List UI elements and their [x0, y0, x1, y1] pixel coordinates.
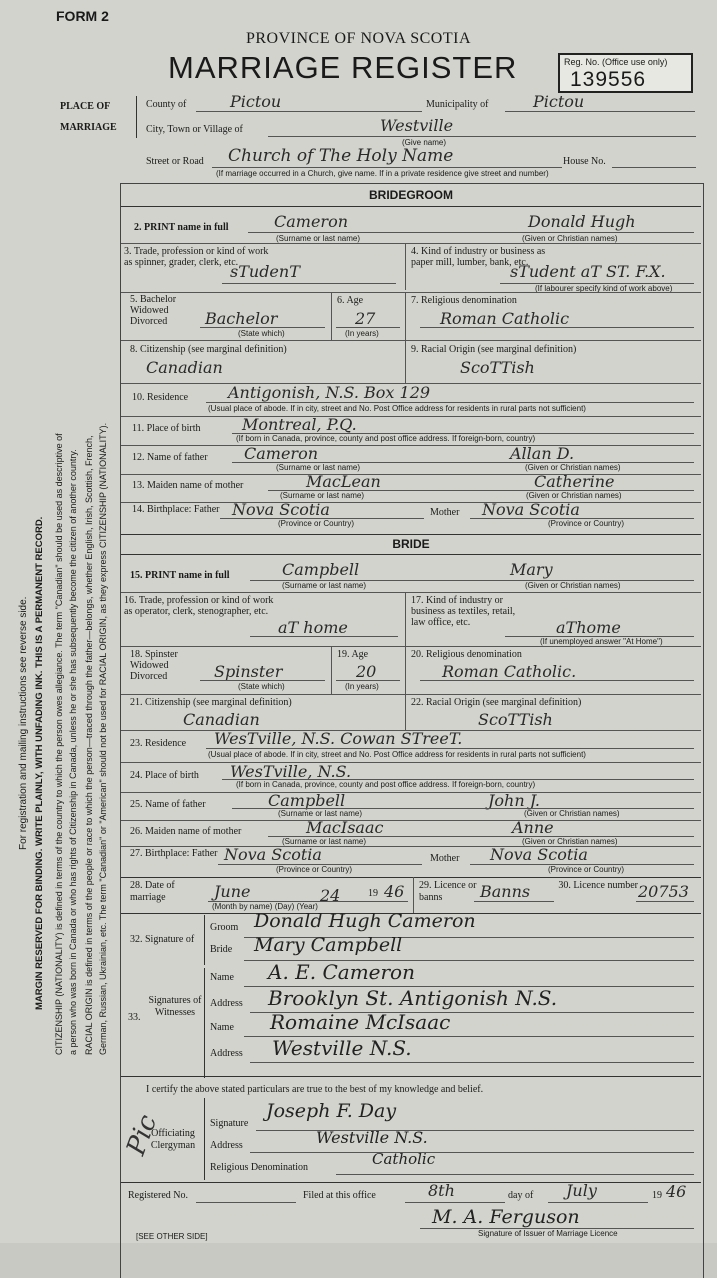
mother-surname-note: (Surname or last name): [280, 491, 365, 500]
binding-margin: [0, 0, 117, 1243]
bride-signature: Mary Campbell: [254, 934, 403, 956]
bride-father-given: John J.: [488, 791, 540, 810]
municipality-label: Municipality of: [426, 99, 489, 110]
residence-note: (Usual place of abode. If in city, street and No. Post Office address for residents in rural parts not sufficient): [208, 404, 586, 413]
f13-label: 13. Maiden name of mother: [132, 480, 244, 491]
f4-label: 4. Kind of industry or business as paper mill, lumber, bank, etc.: [411, 246, 546, 268]
licence-number: 20753: [638, 882, 689, 901]
certify-statement: I certify the above stated particulars are true to the best of my knowledge and belief.: [146, 1084, 484, 1095]
f10-label: 10. Residence: [132, 392, 189, 403]
f6-label: 6. Age: [337, 295, 364, 306]
licence-type: Banns: [480, 882, 531, 901]
bride-father-surname: Campbell: [268, 791, 346, 810]
margin-racial-def-2: German, Russian, Ukrainian, etc. The term "Canadian" or "American" should not be used for RACIAL ORIGIN, as they express CITIZENSHIP (NATIONALITY).: [98, 422, 108, 1055]
f27-label: 27. Birthplace: Father: [130, 848, 218, 859]
groom-age: 27: [355, 309, 376, 328]
bride-citizenship: Canadian: [183, 710, 260, 729]
groom-father-birth: Nova Scotia: [232, 500, 330, 519]
bride-heading: BRIDE: [392, 537, 430, 551]
f17-label: 17. Kind of industry or business as textiles, retail, law office, etc.: [411, 595, 516, 628]
groom-residence: Antigonish, N.S. Box 129: [228, 383, 431, 402]
given-note: (Given or Christian names): [522, 234, 618, 243]
f25-label: 25. Name of father: [130, 799, 206, 810]
groom-industry: sTudent aT ST. F.X.: [510, 262, 666, 281]
birthplace-note: (If born in Canada, province, county and post office address. If foreign-born, country): [236, 434, 536, 443]
bride-mother-given-note: (Given or Christian names): [522, 837, 618, 846]
house-label: House No.: [563, 156, 606, 167]
f19-label: 19. Age: [337, 649, 369, 660]
f14-label: 14. Birthplace: Father: [132, 504, 220, 515]
w2-address-label: Address: [210, 1048, 243, 1059]
city-label: City, Town or Village of: [146, 124, 243, 135]
f32-label: 32. Signature of: [130, 934, 195, 945]
municipality-value: Pictou: [533, 92, 585, 111]
page-title: MARRIAGE REGISTER: [168, 50, 518, 85]
groom-father-surname: Cameron: [244, 444, 319, 463]
mother-given-note: (Given or Christian names): [526, 491, 622, 500]
f24-label: 24. Place of birth: [130, 770, 199, 781]
father-given-note: (Given or Christian names): [525, 463, 621, 472]
marriage-year: 46: [384, 882, 405, 901]
bride-father-birth-note: (Province or Country): [276, 865, 353, 874]
bride-father-birth: Nova Scotia: [224, 845, 322, 864]
margin-initials: Pic: [121, 1110, 164, 1160]
reg-number: 139556: [570, 68, 647, 91]
clergy-address-label: Address: [210, 1140, 243, 1151]
witness-label: Signatures of Witnesses: [148, 995, 202, 1018]
f18-label: 18. Spinster Widowed Divorced: [130, 649, 178, 682]
f22-label: 22. Racial Origin (see marginal definition): [411, 697, 582, 708]
reg-number-box: [558, 53, 693, 93]
bride-mother-surname-note: (Surname or last name): [282, 837, 367, 846]
place-label-1: PLACE OF: [60, 101, 111, 112]
groom-status: Bachelor: [205, 309, 278, 328]
county-label: County of: [146, 99, 187, 110]
bride-mother-given: Anne: [512, 818, 554, 837]
f2-label: 2. PRINT name in full: [134, 222, 229, 233]
f12-label: 12. Name of father: [132, 452, 208, 463]
age-note: (In years): [345, 329, 379, 338]
f20-label: 20. Religious denomination: [411, 649, 522, 660]
form-label: FORM 2: [56, 8, 109, 24]
bride-father-given-note: (Given or Christian names): [524, 809, 620, 818]
registered-label: Registered No.: [128, 1190, 188, 1201]
f23-label: 23. Residence: [130, 738, 187, 749]
filed-year-prefix: 19: [652, 1190, 662, 1201]
bride-given: Mary: [510, 560, 553, 579]
margin-citizenship-def-2: a person who was born in Canada or who has rights of Citizenship in Canada, unless he or she has subsequently become the citizen of another country.: [68, 449, 78, 1055]
bride-residence-note: (Usual place of abode. If in city, street and No. Post Office address for residents in rural parts not sufficient): [208, 750, 586, 759]
street-label: Street or Road: [146, 156, 204, 167]
bride-birthplace: WesTville, N.S.: [230, 762, 352, 781]
bride-mother-birth: Nova Scotia: [490, 845, 588, 864]
f15-label: 15. PRINT name in full: [130, 570, 230, 581]
margin-citizenship-def: CITIZENSHIP (NATIONALITY) is defined in terms of the country to which the person owes allegiance. The term "Canadian" should be used as descriptive of: [54, 433, 64, 1055]
city-note: (Give name): [402, 138, 447, 147]
marriage-day: 24: [320, 886, 341, 905]
groom-mother-surname: MacLean: [306, 472, 381, 491]
groom-father-given: Allan D.: [510, 444, 575, 463]
bride-age-note: (In years): [345, 682, 379, 691]
f5-label: 5. Bachelor Widowed Divorced: [130, 294, 177, 327]
bride-mother-birth-label: Mother: [430, 853, 460, 864]
w1-address-label: Address: [210, 998, 243, 1009]
surname-note: (Surname or last name): [276, 234, 361, 243]
province-heading: PROVINCE OF NOVA SCOTIA: [245, 30, 471, 47]
f3-label: 3. Trade, profession or kind of work as spinner, grader, clerk, etc.: [124, 246, 269, 268]
clergy-sig-label: Signature: [210, 1118, 249, 1129]
filed-year: 46: [666, 1182, 687, 1201]
date-note: (Month by name) (Day) (Year): [212, 902, 318, 911]
status-note: (State which): [238, 329, 285, 338]
groom-trade: sTudenT: [230, 262, 300, 281]
see-other-side: [SEE OTHER SIDE]: [136, 1232, 208, 1241]
bride-mother-surname: MacIsaac: [306, 818, 384, 837]
mother-birth-label: Mother: [430, 507, 460, 518]
witness1-address: Brooklyn St. Antigonish N.S.: [268, 986, 558, 1010]
bride-racial: ScoTTish: [478, 710, 553, 729]
bridegroom-heading: BRIDEGROOM: [369, 188, 453, 202]
bride-sig-label: Bride: [210, 944, 233, 955]
bride-industry: aThome: [556, 618, 621, 637]
bride-trade: aT home: [278, 618, 348, 637]
groom-given: Donald Hugh: [528, 212, 636, 231]
witness2-name: Romaine McIsaac: [270, 1010, 451, 1034]
officiating-label: Officiating Clergyman: [150, 1128, 196, 1151]
issuer-signature: M. A. Ferguson: [432, 1206, 580, 1228]
groom-racial: ScoTTish: [460, 358, 535, 377]
f9-label: 9. Racial Origin (see marginal definition): [411, 344, 577, 355]
industry-note: (If labourer specify kind of work above): [535, 284, 673, 293]
bride-residence: WesTville, N.S. Cowan STreeT.: [214, 729, 463, 748]
issuer-label: Signature of Issuer of Marriage Licence: [478, 1229, 618, 1238]
bride-mother-birth-note: (Province or Country): [548, 865, 625, 874]
street-note: (If marriage occurred in a Church, give name. If in a private residence give street and number): [216, 169, 549, 178]
city-value: Westville: [380, 116, 454, 135]
street-value: Church of The Holy Name: [228, 146, 454, 166]
bride-age: 20: [356, 662, 377, 681]
bride-birthplace-note: (If born in Canada, province, county and post office address. If foreign-born, country): [236, 780, 536, 789]
f29-label: 29. Licence or banns: [419, 880, 477, 903]
bride-religion: Roman Catholic.: [442, 662, 577, 681]
filed-label: Filed at this office: [303, 1190, 376, 1201]
county-value: Pictou: [230, 92, 282, 111]
clergy-address: Westville N.S.: [316, 1128, 428, 1147]
groom-religion: Roman Catholic: [440, 309, 570, 328]
place-label-2: MARRIAGE: [60, 122, 117, 133]
bride-surname: Campbell: [282, 560, 360, 579]
w1-name-label: Name: [210, 972, 234, 983]
filed-day: 8th: [428, 1181, 455, 1200]
day-of-label: day of: [508, 1190, 534, 1201]
margin-instructions: For registration and mailing instructions see reverse side.: [18, 596, 29, 850]
margin-binding-note: MARGIN RESERVED FOR BINDING. WRITE PLAINLY, WITH UNFADING INK. THIS IS A PERMANENT RECORD.: [34, 516, 45, 1010]
reg-number-label: Reg. No. (Office use only): [564, 57, 668, 67]
f7-label: 7. Religious denomination: [411, 295, 517, 306]
f33-label: 33.: [128, 1012, 141, 1023]
religious-denom-label: Religious Denomination: [210, 1162, 309, 1173]
mother-birth-note: (Province or Country): [548, 519, 625, 528]
filed-month: July: [566, 1181, 597, 1200]
marriage-year-prefix: 19: [368, 888, 378, 899]
witness1-name: A. E. Cameron: [268, 960, 415, 984]
groom-signature: Donald Hugh Cameron: [254, 910, 476, 932]
bride-status: Spinster: [214, 662, 283, 681]
witness2-address: Westville N.S.: [272, 1036, 412, 1060]
groom-mother-given: Catherine: [534, 472, 615, 491]
groom-citizenship: Canadian: [146, 358, 223, 377]
groom-sig-label: Groom: [210, 922, 239, 933]
bride-status-note: (State which): [238, 682, 285, 691]
clergy-signature: Joseph F. Day: [266, 1100, 397, 1122]
groom-surname: Cameron: [274, 212, 349, 231]
f11-label: 11. Place of birth: [132, 423, 201, 434]
clergy-religion: Catholic: [372, 1150, 436, 1168]
f26-label: 26. Maiden name of mother: [130, 826, 242, 837]
bride-surname-note: (Surname or last name): [282, 581, 367, 590]
f21-label: 21. Citizenship (see marginal definition): [130, 697, 292, 708]
margin-racial-def: RACIAL ORIGIN is defined in terms of the people or race to which the person—traced through the father—belongs, whether English, Irish, Scottish, French,: [84, 435, 94, 1055]
bride-given-note: (Given or Christian names): [525, 581, 621, 590]
f16-label: 16. Trade, profession or kind of work as operator, clerk, stenographer, etc.: [124, 595, 274, 617]
f30-label: 30. Licence number: [558, 880, 638, 891]
f8-label: 8. Citizenship (see marginal definition): [130, 344, 287, 355]
marriage-month: June: [214, 882, 251, 901]
w2-name-label: Name: [210, 1022, 234, 1033]
father-surname-note: (Surname or last name): [276, 463, 361, 472]
groom-mother-birth: Nova Scotia: [482, 500, 580, 519]
f28-label: 28. Date of marriage: [130, 880, 175, 903]
bride-father-surname-note: (Surname or last name): [278, 809, 363, 818]
father-birth-note: (Province or Country): [278, 519, 355, 528]
bride-industry-note: (If unemployed answer "At Home"): [540, 637, 663, 646]
groom-birthplace: Montreal, P.Q.: [242, 415, 357, 434]
